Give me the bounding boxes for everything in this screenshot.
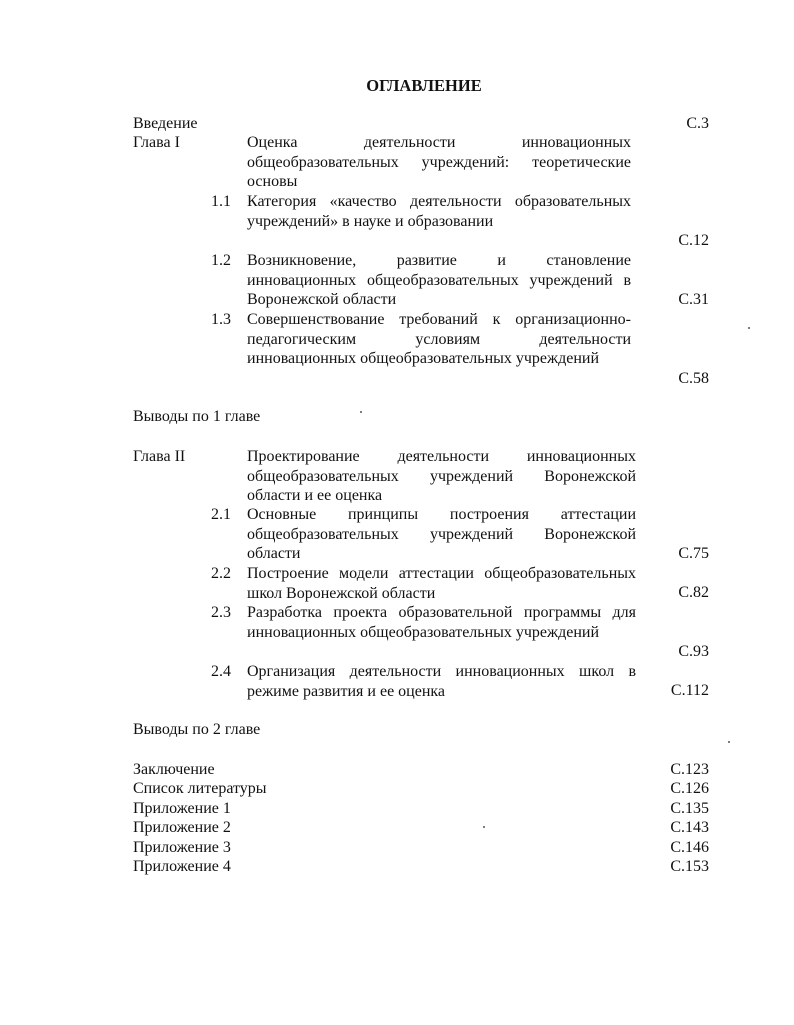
toc-conclusion-page: С.123 [670,761,709,778]
chapter1-label: Глава I [133,134,180,151]
toc-appendix-1-page: С.135 [670,800,709,817]
section-2-1-page: С.75 [678,545,709,562]
toc-appendix-4-label: Приложение 4 [133,858,231,875]
toc-appendix-3-page: С.146 [670,839,709,856]
toc-appendix-2-label: Приложение 2 [133,819,231,836]
section-2-3-page: С.93 [678,643,709,660]
chapter2-title: Проектирование деятельности инновационных общеобразовательных учреждений Воронежской области и ее оценка [247,448,636,504]
section-2-3-number: 2.3 [211,604,231,621]
section-2-4-page: С.112 [670,682,709,699]
section-2-2-page: С.82 [678,584,709,601]
chapter1-title: Оценка деятельности инновационных общеобразовательных учреждений: теоретические основы [247,134,631,190]
section-2-4-title: Организация деятельности инновационных школ в режиме развития и ее оценка [247,663,636,700]
section-1-1-title: Категория «качество деятельности образовательных учреждений» в науке и образовании [247,193,631,230]
section-2-3-title: Разработка проекта образовательной программы для инновационных общеобразовательных учреждений [247,604,636,641]
toc-introduction-label: Введение [133,115,198,132]
section-2-2-number: 2.2 [211,565,231,582]
toc-introduction-page: С.3 [686,115,709,132]
toc-references-label: Список литературы [133,780,267,797]
scan-speck [483,826,485,828]
chapter2-label: Глава II [133,448,186,465]
toc-appendix-3-label: Приложение 3 [133,839,231,856]
section-2-1-number: 2.1 [211,506,231,523]
page-title: ОГЛАВЛЕНИЕ [366,76,482,95]
section-1-2-number: 1.2 [211,252,231,269]
toc-appendix-2-page: С.143 [670,819,709,836]
section-2-1-title: Основные принципы построения аттестации общеобразовательных учреждений Воронежской области [247,506,636,562]
section-1-1-page: С.12 [678,232,709,249]
section-1-2-page: С.31 [678,291,709,308]
chapter2-conclusions: Выводы по 2 главе [133,721,261,738]
section-1-2-title: Возникновение, развитие и становление инновационных общеобразовательных учреждений в Воронежской области [247,252,631,308]
section-2-2-title: Построение модели аттестации общеобразовательных школ Воронежской области [247,565,636,602]
chapter1-conclusions: Выводы по 1 главе [133,408,261,425]
scan-speck [728,741,730,743]
section-1-1-number: 1.1 [211,193,231,210]
section-2-4-number: 2.4 [211,663,231,680]
section-1-3-page: С.58 [678,370,709,387]
scan-speck [748,327,750,329]
toc-references-page: С.126 [670,780,709,797]
section-1-3-title: Совершенствование требований к организационно-педагогическим условиям деятельности инновационных общеобразовательных учреждений [247,311,631,367]
toc-appendix-4-page: С.153 [670,858,709,875]
toc-appendix-1-label: Приложение 1 [133,800,231,817]
scan-speck [360,411,362,413]
toc-conclusion-label: Заключение [133,761,215,778]
section-1-3-number: 1.3 [211,311,231,328]
